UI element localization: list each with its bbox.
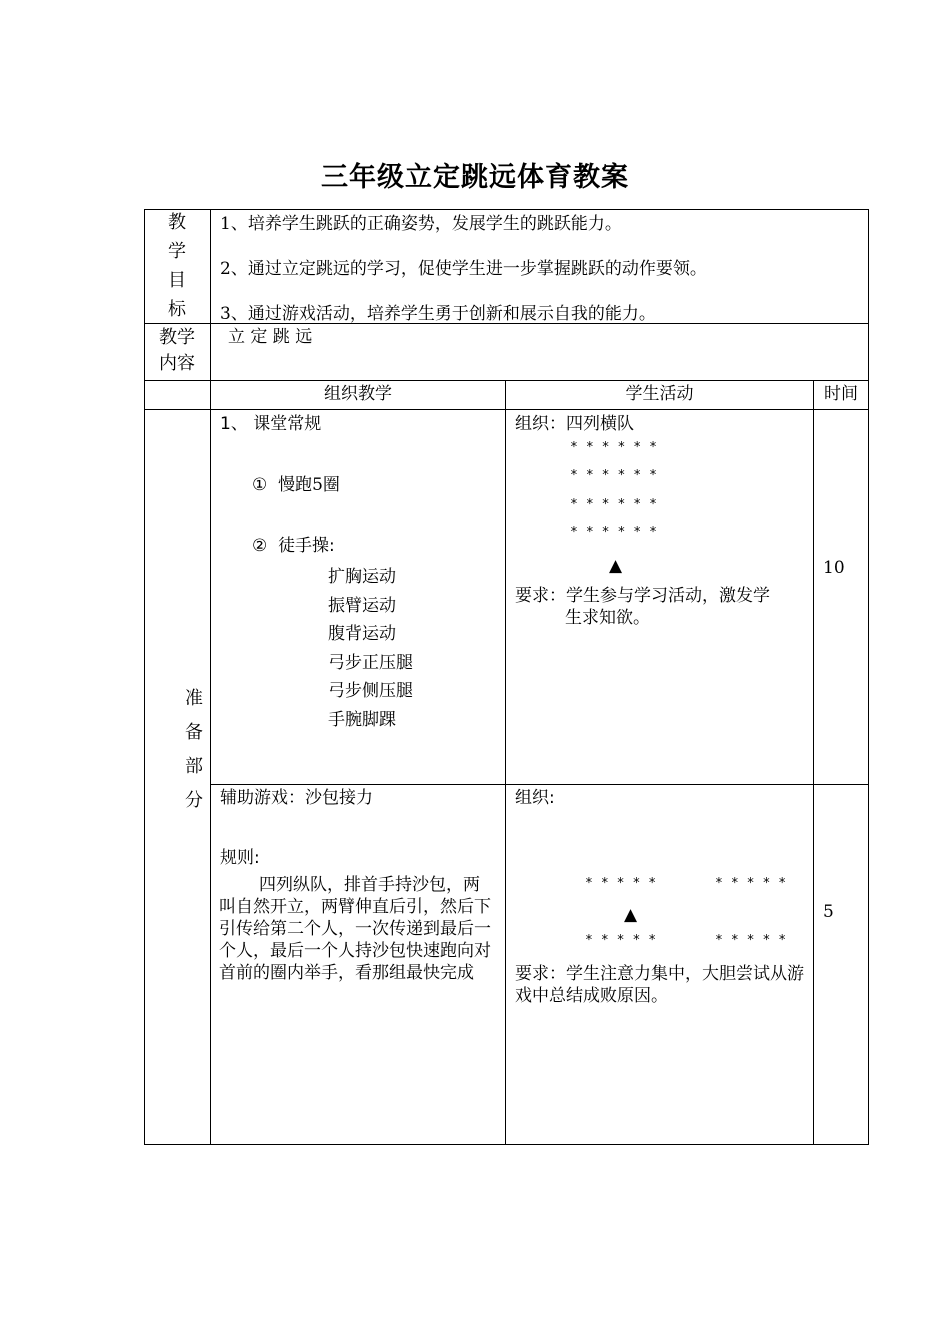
- exercise-name: 腹背运动: [328, 624, 396, 644]
- jog-unit: 圈: [322, 475, 340, 495]
- header-student: 学生活动: [625, 384, 694, 404]
- objective-item: [220, 257, 707, 281]
- objectives-label-char: 标: [168, 299, 186, 320]
- objective-text: 、培养学生跳跃的正确姿势，发展学生的跳跃能力。: [230, 214, 622, 234]
- header-org: 组织教学: [324, 384, 392, 404]
- table-border-right: [868, 209, 869, 1145]
- star-group-right: *****: [715, 876, 795, 891]
- objective-item: [220, 302, 656, 326]
- exercise-item: [252, 534, 335, 558]
- exercise-name: 弓步正压腿: [328, 652, 413, 673]
- exercise-name: 手腕脚踝: [328, 709, 396, 730]
- exercise-list: [328, 563, 413, 734]
- content-label-line: 教学: [159, 327, 195, 348]
- requirement-text: 要求：学生注意力集中，大胆尝试从游戏中总结成败原因。: [515, 964, 804, 1006]
- star-row: ******: [570, 497, 665, 512]
- section-label-char: 备: [185, 722, 203, 743]
- section-label: [162, 682, 226, 818]
- objective-text: 、通过立定跳远的学习，促使学生进一步掌握跳跃的动作要领。: [230, 259, 707, 279]
- time-value: 10: [823, 558, 845, 578]
- teacher-triangle-icon: ▲: [624, 905, 638, 925]
- game-heading: 辅助游戏：沙包接力: [220, 788, 373, 808]
- star-group-left: *****: [585, 876, 665, 891]
- table-border-bottom: [144, 1144, 869, 1145]
- objectives-label: [145, 208, 209, 324]
- exercise-text: 徒手操:: [278, 536, 335, 556]
- row-divider-activities: [210, 784, 869, 785]
- exercise-name: 扩胸运动: [328, 567, 396, 587]
- star-group-right: *****: [715, 933, 795, 948]
- objective-number: 1: [220, 214, 231, 234]
- content-label-line: 内容: [159, 353, 195, 374]
- exercise-name: 振臂运动: [328, 595, 396, 616]
- teacher-triangle-icon: ▲: [609, 556, 623, 576]
- page-title: 三年级立定跳远体育教案: [321, 162, 629, 193]
- objectives-label-char: 目: [168, 270, 186, 291]
- table-border-top: [144, 209, 869, 210]
- jog-count: 5: [312, 475, 323, 495]
- star-row: ******: [570, 468, 665, 483]
- objective-number: 2: [220, 259, 231, 279]
- formation-label: 组织：四列横队: [515, 414, 634, 434]
- section-label-char: 部: [185, 756, 203, 777]
- jog-item: [252, 473, 340, 497]
- jog-text: 慢跑: [278, 475, 313, 495]
- row-divider-content: [144, 380, 869, 381]
- rules-label: 规则:: [220, 848, 260, 868]
- routine-heading: 1、 课堂常规: [220, 414, 322, 434]
- column-divider-student: [813, 380, 814, 1145]
- rules-text: 四列纵队，排首手持沙包，两叫自然开立，两臂伸直后引，然后下引传给第二个人，一次传递到最后一个人，最后一个人持沙包快速跑向对首前的圈内举手，看那组最快完成: [219, 875, 491, 983]
- row-divider-header: [144, 409, 869, 410]
- formation-label: 组织:: [515, 788, 555, 808]
- requirement-text-cont: 生求知欲。: [565, 608, 650, 628]
- time-value: 5: [823, 902, 834, 922]
- content-label: [145, 325, 209, 377]
- content-value: 立 定 跳 远: [228, 327, 313, 347]
- objective-text: 、通过游戏活动，培养学生勇于创新和展示自我的能力。: [230, 304, 656, 324]
- objective-number: 3: [220, 304, 231, 324]
- circled-number: ①: [252, 475, 268, 495]
- exercise-name: 弓步侧压腿: [328, 681, 413, 701]
- objectives-label-char: 学: [168, 241, 186, 262]
- section-label-char: 准: [185, 688, 203, 709]
- column-divider-label: [210, 209, 211, 1145]
- circled-number: ②: [252, 536, 268, 556]
- section-label-char: 分: [185, 790, 203, 811]
- star-row: ******: [570, 440, 665, 455]
- requirement-text: 要求：学生参与学习活动，激发学: [515, 586, 770, 606]
- header-time: 时间: [824, 384, 858, 404]
- star-group-left: *****: [585, 933, 665, 948]
- star-row: ******: [570, 525, 665, 540]
- column-divider-org: [505, 380, 506, 1145]
- objectives-label-char: 教: [168, 212, 186, 233]
- objective-item: [220, 212, 622, 236]
